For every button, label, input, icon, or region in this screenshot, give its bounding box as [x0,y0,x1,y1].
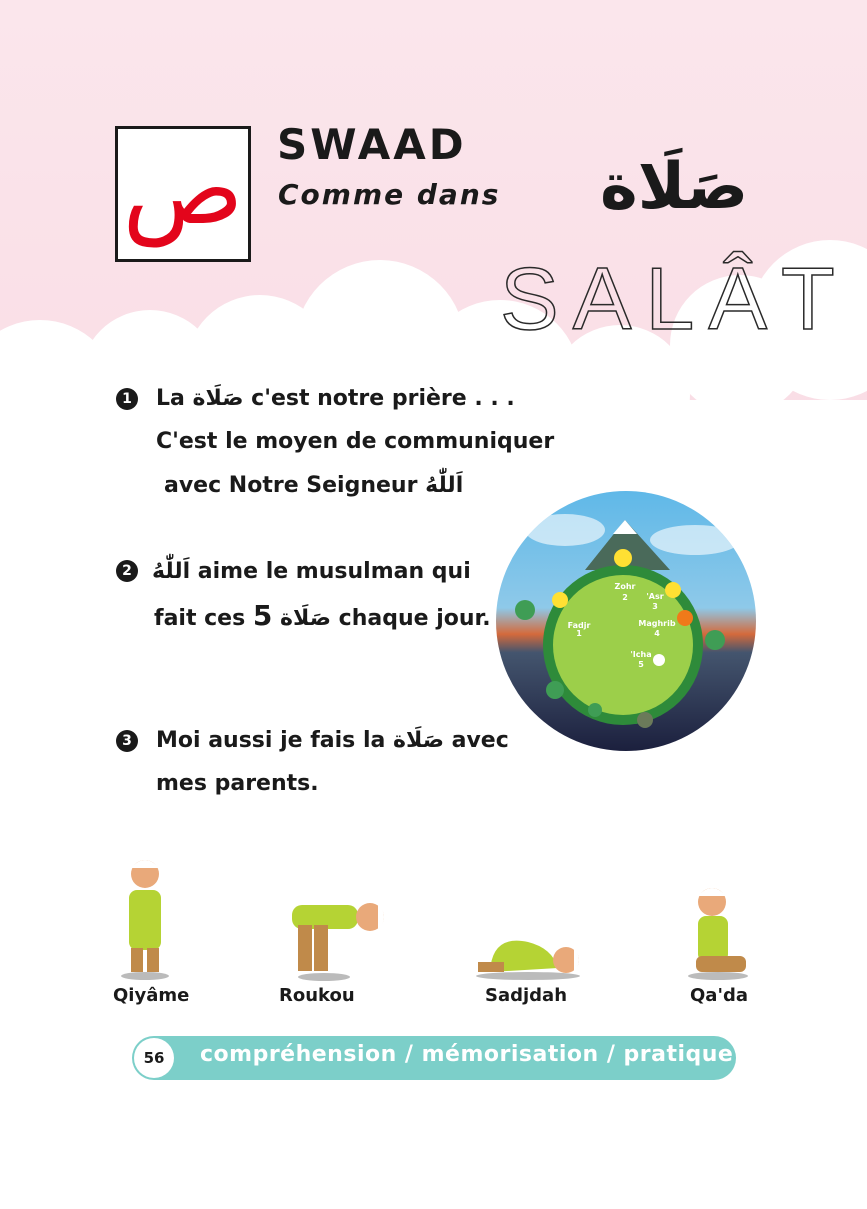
item-number-2: 2 [116,560,138,582]
item-3-line-2: mes parents. [156,771,319,796]
prayer-name-maghrib: Maghrib [638,619,676,628]
prayer-times-illustration [495,490,757,752]
item-number-3: 3 [116,730,138,752]
item-1-text-c: avec Notre Seigneur [164,473,418,498]
page-subtitle: Comme dans [278,178,501,211]
position-label-roukou: Roukou [279,985,355,1006]
item-1-line-2: C'est le moyen de communiquer [156,429,555,454]
item-2-line-1 [152,550,471,593]
item-2-text-c: chaque jour. [338,606,491,631]
position-label-sadjdah: Sadjdah [485,985,568,1006]
arabic-word: صَلَاة [600,150,749,224]
qada-figure [686,880,750,982]
tracing-word: SALÂT [500,249,849,348]
item-1-line-1 [156,377,515,420]
sadjdah-figure [470,928,588,982]
prayer-name-asr: 'Asr [646,592,664,601]
prayer-number-fadjr: 1 [576,629,582,638]
item-1-allah: اَللّٰهُ [425,473,464,498]
prayer-number-icha: 5 [638,660,644,669]
item-2-text-a: aime le musulman qui [197,559,471,584]
item-3-text-a: Moi aussi je fais la [156,728,386,753]
prayer-name-fadjr: Fadjr [567,621,591,630]
position-label-qada: Qa'da [690,985,748,1006]
prayer-number-asr: 3 [652,602,658,611]
prayer-number-zohr: 2 [622,593,628,602]
qiyame-figure [115,850,175,982]
position-label-qiyame: Qiyâme [113,985,190,1006]
item-1-arabic: صَلَاة [192,386,244,411]
item-1-line-3 [164,464,463,507]
item-1-text-b: c'est notre prière . . . [251,386,515,411]
item-3-arabic: صَلَاة [393,728,444,753]
item-3-line-1 [156,719,509,762]
item-3-text-b: avec [451,728,509,753]
prayer-number-maghrib: 4 [654,629,660,638]
prayer-name-icha: 'Icha [630,650,652,659]
letter-box [115,126,251,262]
item-1-text-a: La [156,386,185,411]
item-2-allah: اَللّٰهُ [152,559,191,584]
item-2-text-b: fait ces [154,606,246,631]
item-2-line-2 [154,594,491,640]
page-number: 56 [134,1038,174,1078]
page-title: SWAAD [277,120,467,169]
footer-text: compréhension / mémorisation / pratique [200,1042,734,1067]
prayer-name-zohr: Zohr [614,582,636,591]
item-2-arabic: صَلَاة [280,606,331,631]
roukou-figure [288,895,390,983]
item-2-number-five: 5 [252,599,273,632]
item-number-1: 1 [116,388,138,410]
arabic-letter: ص [122,130,244,247]
